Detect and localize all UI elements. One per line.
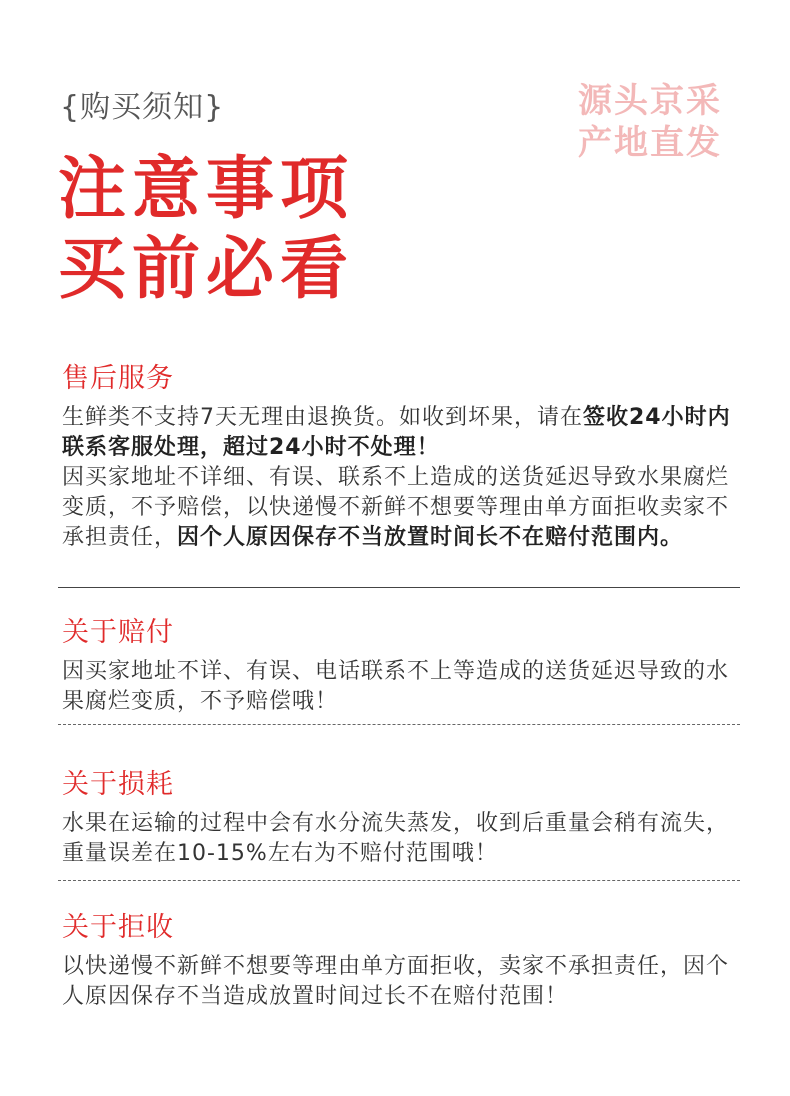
divider-dashed-1 (58, 724, 740, 725)
after-sales-bold-1: 签收24小时内联系客服处理，超过24小时不处理！ (62, 405, 731, 460)
after-sales-bold-2: 因个人原因保存不当放置时间长不在赔付范围内。 (177, 525, 684, 550)
section-compensation (62, 610, 742, 717)
section-loss (62, 762, 742, 869)
section-body-compensation: 因买家地址不详、有误、电话联系不上等造成的送货延迟导致的水果腐烂变质，不予赔偿哦！ (62, 659, 730, 714)
section-body-rejection: 以快递慢不新鲜不想要等理由单方面拒收，卖家不承担责任，因个人原因保存不当造成放置时间过长不在赔付范围！ (62, 954, 730, 1009)
section-rejection (62, 905, 742, 1012)
purchase-notice-tag: {购买须知} (60, 90, 225, 125)
headline-line-2: 买前必看 (58, 230, 355, 309)
section-title-loss: 关于损耗 (62, 769, 174, 800)
page-title (58, 150, 354, 310)
section-title-compensation: 关于赔付 (62, 617, 174, 648)
headline-line-1: 注意事项 (58, 150, 355, 229)
section-body-after-sales (62, 403, 742, 553)
slogan-line-1: 源头京采 (578, 81, 722, 121)
divider-solid (58, 587, 740, 588)
section-title-rejection: 关于拒收 (62, 912, 174, 943)
slogan (578, 80, 722, 164)
divider-dashed-2 (58, 880, 740, 881)
after-sales-text-2: 因买家地址不详细、有误、联系不上造成的送货延迟导致水果腐烂变质，不予赔偿，以快递慢不新鲜不想要等理由单方面拒收卖家不承担责任， (62, 465, 730, 550)
after-sales-text-1: 生鲜类不支持7天无理由退换货。如收到坏果，请在 (62, 405, 583, 430)
slogan-line-2: 产地直发 (578, 123, 722, 163)
section-title-after-sales: 售后服务 (62, 363, 174, 394)
section-body-loss: 水果在运输的过程中会有水分流失蒸发，收到后重量会稍有流失，重量误差在10-15%左右为不赔付范围哦！ (62, 811, 730, 866)
section-after-sales (62, 356, 742, 553)
